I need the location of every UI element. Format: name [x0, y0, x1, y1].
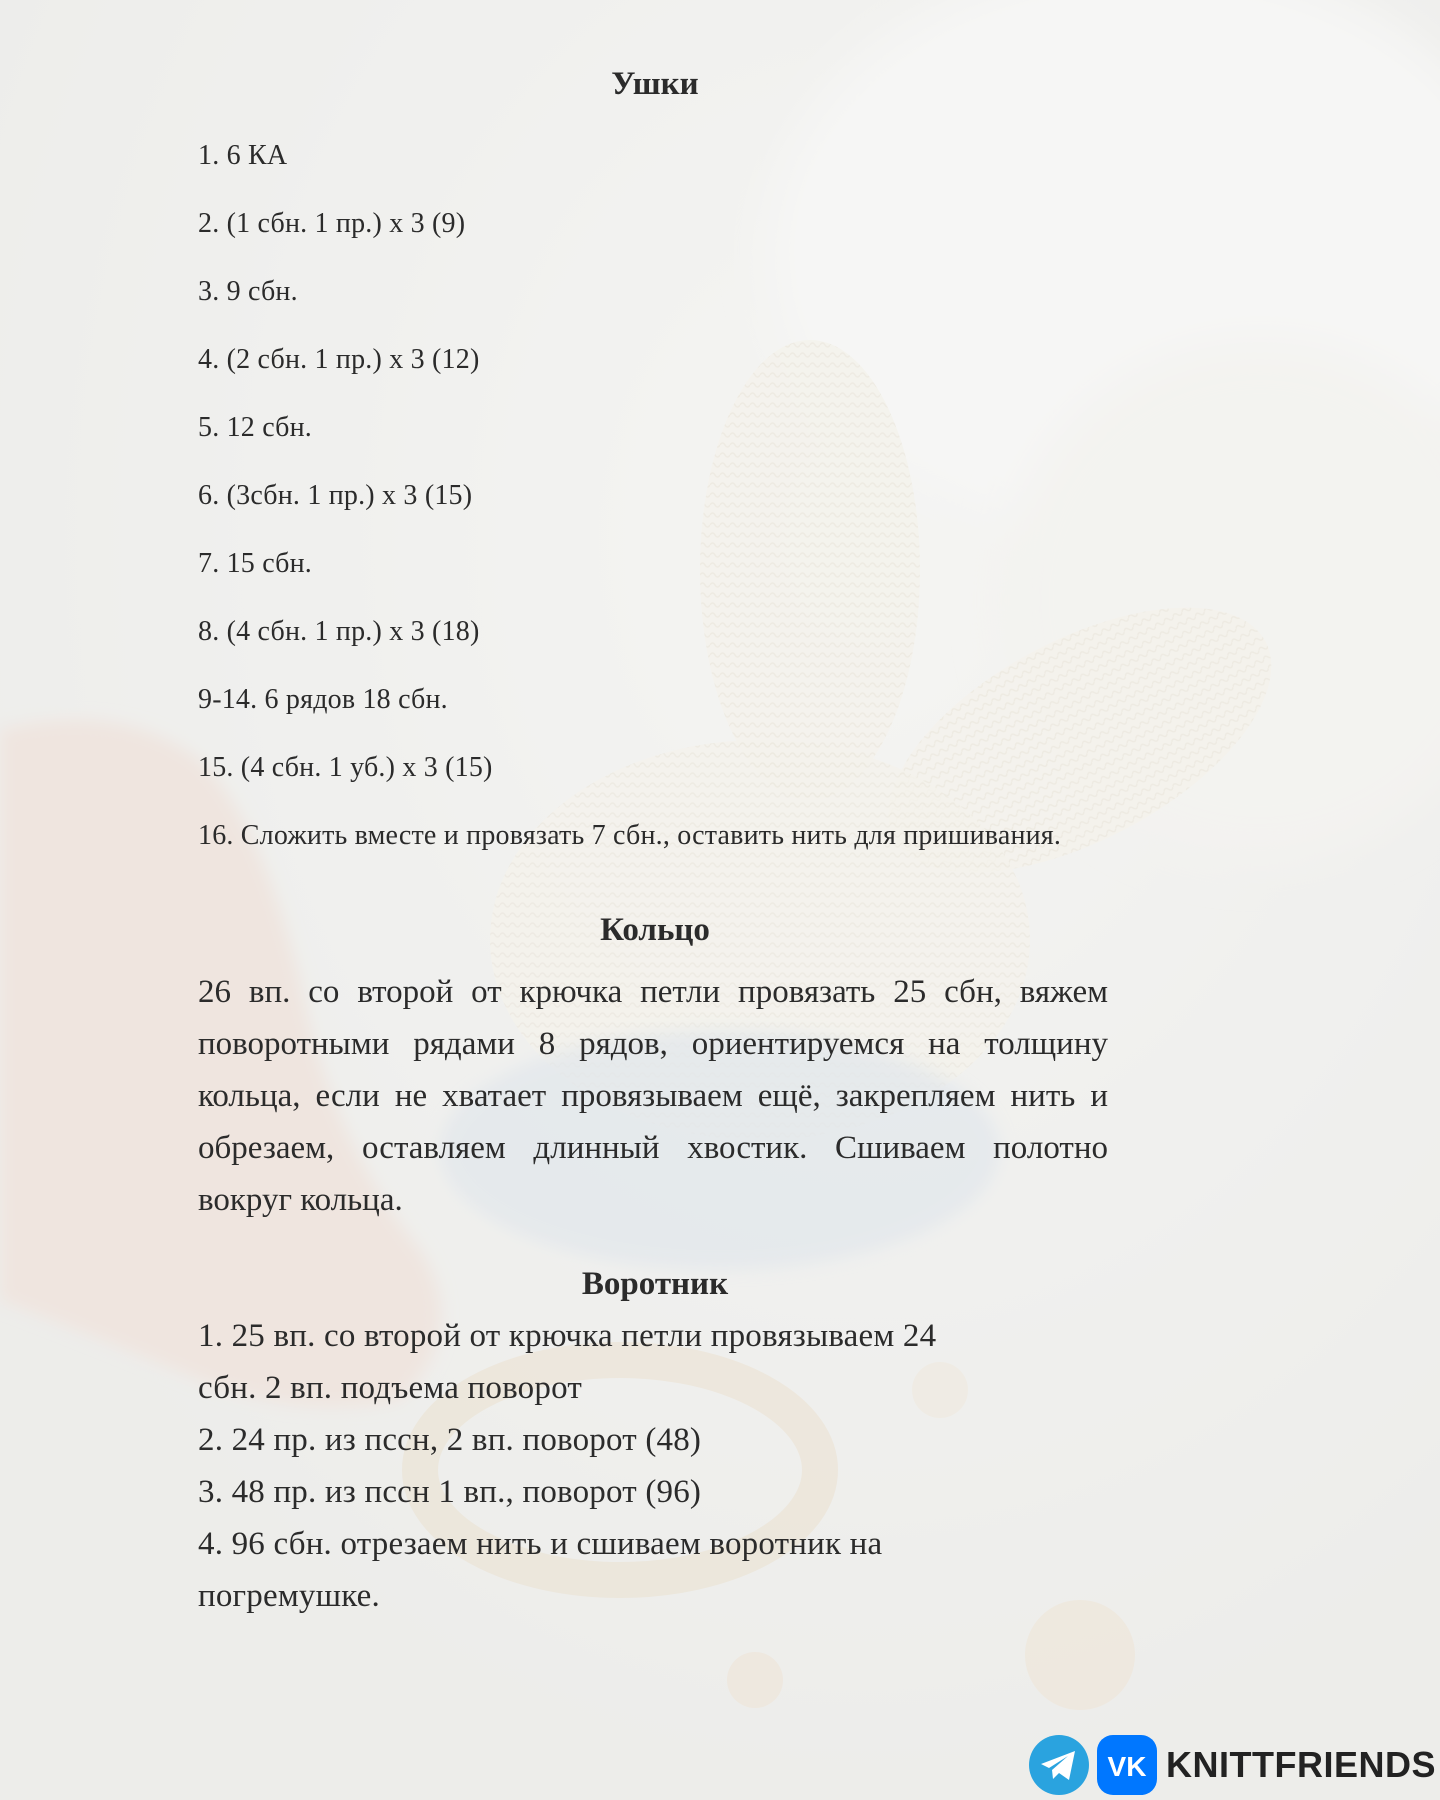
- ears-row: 3. 9 сбн.: [198, 276, 298, 307]
- footer-branding: [1028, 1733, 1436, 1797]
- collar-line: 2. 24 пр. из пссн, 2 вп. поворот (48): [198, 1422, 702, 1458]
- collar-line: погремушке.: [198, 1578, 380, 1614]
- vk-icon[interactable]: [1096, 1734, 1158, 1796]
- collar-line: 3. 48 пр. из пссн 1 вп., поворот (96): [198, 1474, 702, 1510]
- ears-row: 2. (1 сбн. 1 пр.) х 3 (9): [198, 208, 466, 239]
- telegram-icon[interactable]: [1028, 1734, 1090, 1796]
- ears-row: 6. (3сбн. 1 пр.) х 3 (15): [198, 480, 473, 511]
- ears-row: 16. Сложить вместе и провязать 7 сбн., оставить нить для пришивания.: [198, 820, 1062, 851]
- section-title-ears: Ушки: [611, 66, 699, 102]
- ears-row: 15. (4 сбн. 1 уб.) х 3 (15): [198, 752, 493, 783]
- ears-row: 4. (2 сбн. 1 пр.) х 3 (12): [198, 344, 480, 375]
- ears-row: 9-14. 6 рядов 18 сбн.: [198, 684, 448, 715]
- ears-row: 5. 12 сбн.: [198, 412, 312, 443]
- ears-row: 8. (4 сбн. 1 пр.) х 3 (18): [198, 616, 480, 647]
- collar-line: 1. 25 вп. со второй от крючка петли провязываем 24: [198, 1318, 937, 1354]
- ears-row: 7. 15 сбн.: [198, 548, 312, 579]
- section-title-ring: Кольцо: [600, 912, 710, 948]
- section-title-collar: Воротник: [581, 1266, 729, 1302]
- brand-name[interactable]: KNITTFRIENDS: [1166, 1744, 1436, 1785]
- ears-row: 1. 6 КА: [198, 140, 288, 171]
- svg-text:VK: VK: [1107, 1751, 1147, 1782]
- collar-line: сбн. 2 вп. подъема поворот: [198, 1370, 582, 1406]
- collar-line: 4. 96 сбн. отрезаем нить и сшиваем воротник на: [198, 1526, 883, 1562]
- ring-instructions: 26 вп. со второй от крючка петли провязать 25 сбн, вяжем поворотными рядами 8 рядов, ориентируемся на толщину кольца, если не хватает провязываем ещё, закрепляем нить и обрезаем, оставляем длинный хвостик. Сшиваем полотно вокруг кольца.: [198, 974, 1108, 1218]
